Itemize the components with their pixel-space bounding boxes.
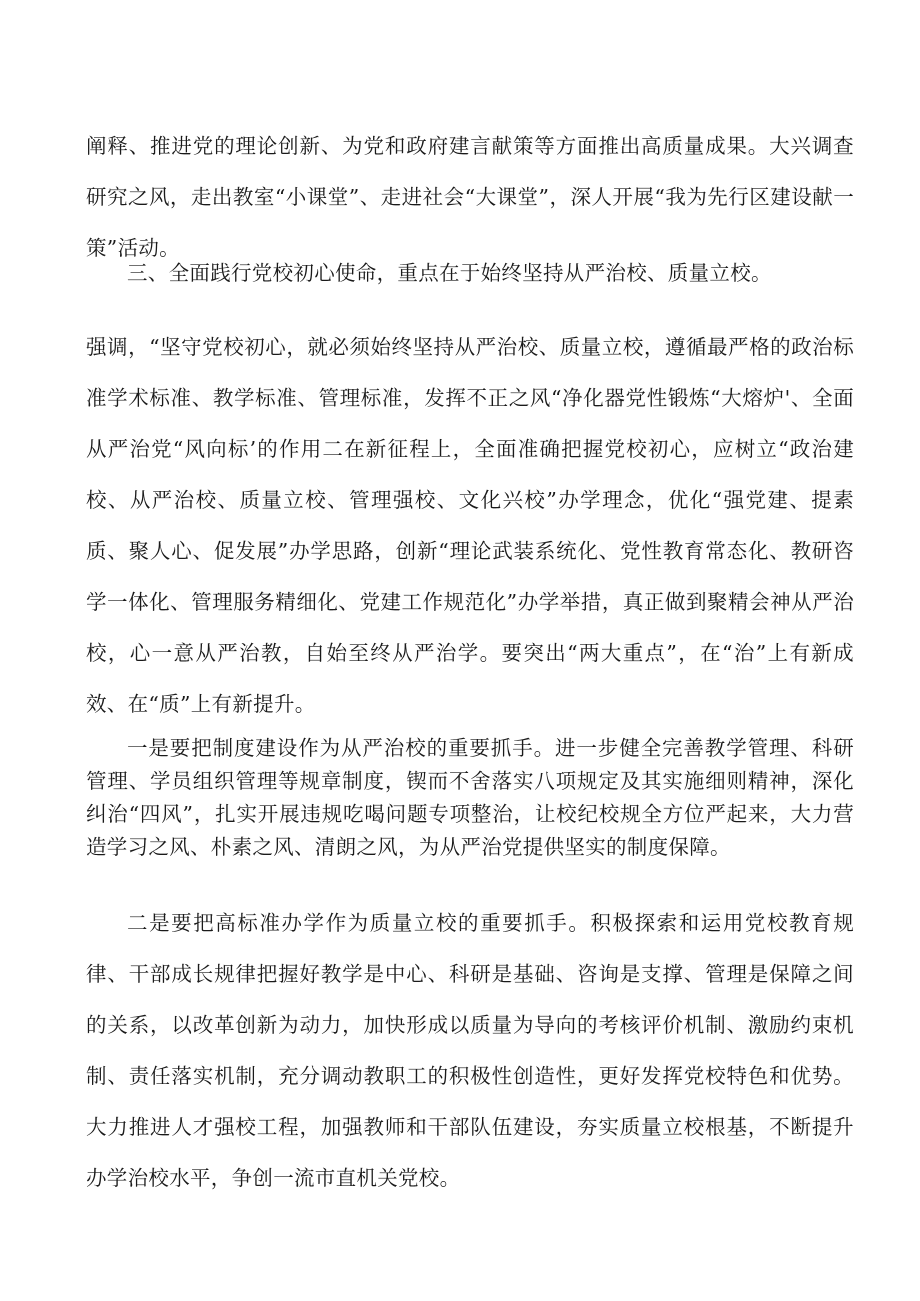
- paragraph-point-one: 一是要把制度建设作为从严治校的重要抓手。进一步健全完善教学管理、科研管理、学员组织管理等规章制度，锲而不舍落实八项规定及其实施细则精神，深化纠治“四风”，扎实开展违规吃喝问题专项整治，让校纪校规全方位严起来，大力营造学习之风、朴素之风、清朗之风，为从严治党提供坚实的制度保障。: [86, 736, 854, 859]
- section-heading-three: 三、全面践行党校初心使命，重点在于始终坚持从严治校、质量立校。: [127, 261, 772, 285]
- paragraph-point-two: 二是要把高标准办学作为质量立校的重要抓手。积极探索和运用党校教育规律、干部成长规律把握好教学是中心、科研是基础、咨询是支撑、管理是保障之间的关系，以改革创新为动力，加快形成以质量为导向的考核评价机制、激励约束机制、责任落实机制，充分调动教职工的积极性创造性，更好发挥党校特色和优势。大力推进人才强校工程，加强教师和干部队伍建设，夯实质量立校根基，不断提升办学治校水平，争创一流市直机关党校。: [86, 911, 854, 1190]
- paragraph-continuation: 阐释、推进党的理论创新、为党和政府建言献策等方面推出高质量成果。大兴调查研究之风，走出教室“小课堂”、走进社会“大课堂”，深人开展“我为先行区建设献一策”活动。: [86, 134, 854, 260]
- paragraph-emphasis-quote: 强调，“坚守党校初心，就必须始终坚持从严治校、质量立校，遵循最严格的政治标准学术标准、教学标准、管理标准，发挥不正之风“净化器党性锻炼“大熔炉'、全面从严治党“风向标’的作用二在新征程上，全面准确把握党校初心，应树立“政治建校、从严治校、质量立校、管理强校、文化兴校”办学理念，优化“强党建、提素质、聚人心、促发展”办学思路，创新“理论武装系统化、党性教育常态化、教研咨学一体化、管理服务精细化、党建工作规范化”办学举措，真正做到聚精会神从严治校，心一意从严治教，自始至终从严治学。要突出“两大重点”，在“治”上有新成效、在“质”上有新提升。: [86, 335, 854, 716]
